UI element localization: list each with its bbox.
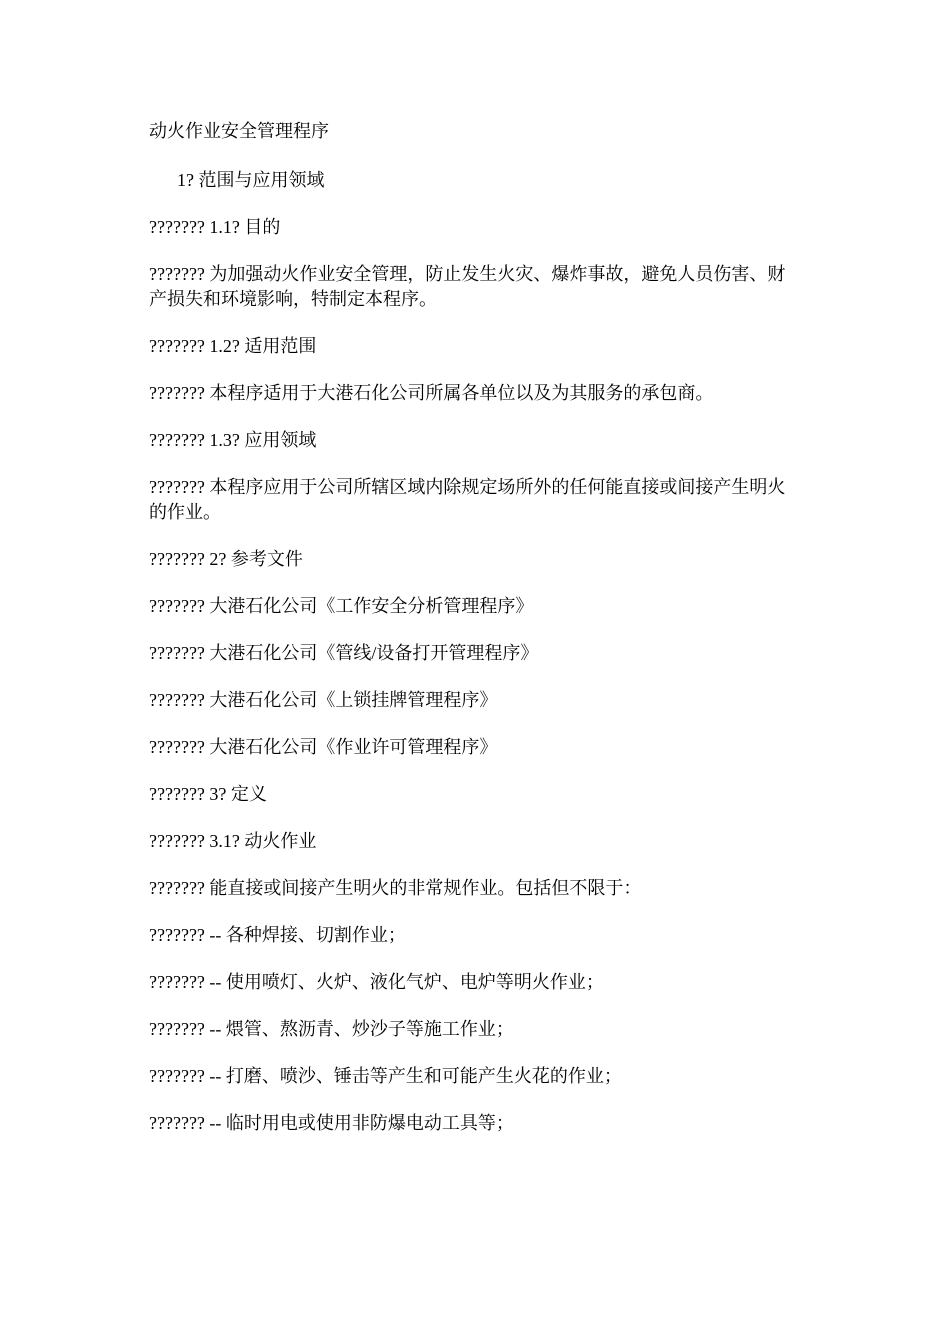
subheading-hot-work: ??????? 3.1? 动火作业 xyxy=(149,831,317,851)
document-title: 动火作业安全管理程序 xyxy=(149,121,329,141)
reference-item: ??????? 大港石化公司《管线/设备打开管理程序》 xyxy=(149,643,539,663)
paragraph-hot-work-definition: ??????? 能直接或间接产生明火的非常规作业。包括但不限于： xyxy=(149,878,642,898)
paragraph-application-field: ??????? 本程序应用于公司所辖区域内除规定场所外的任何能直接或间接产生明火的作业。 xyxy=(149,477,786,522)
reference-item: ??????? 大港石化公司《工作安全分析管理程序》 xyxy=(149,596,534,616)
section-heading-scope: 1? 范围与应用领域 xyxy=(177,170,325,190)
reference-item: ??????? 大港石化公司《上锁挂牌管理程序》 xyxy=(149,690,498,710)
reference-item: ??????? 大港石化公司《作业许可管理程序》 xyxy=(149,737,498,757)
list-item: ??????? -- 各种焊接、切割作业； xyxy=(149,925,406,945)
list-item: ??????? -- 临时用电或使用非防爆电动工具等； xyxy=(149,1113,514,1133)
subheading-application-field: ??????? 1.3? 应用领域 xyxy=(149,430,317,450)
list-item: ??????? -- 打磨、喷沙、锤击等产生和可能产生火花的作业； xyxy=(149,1066,622,1086)
subheading-applicability: ??????? 1.2? 适用范围 xyxy=(149,336,317,356)
document-body xyxy=(149,119,794,1158)
section-heading-definitions: ??????? 3? 定义 xyxy=(149,784,267,804)
paragraph-applicability: ??????? 本程序适用于大港石化公司所属各单位以及为其服务的承包商。 xyxy=(149,383,714,403)
list-item: ??????? -- 煨管、熬沥青、炒沙子等施工作业； xyxy=(149,1019,514,1039)
subheading-purpose: ??????? 1.1? 目的 xyxy=(149,217,281,237)
list-item: ??????? -- 使用喷灯、火炉、液化气炉、电炉等明火作业； xyxy=(149,972,604,992)
section-heading-references: ??????? 2? 参考文件 xyxy=(149,549,303,569)
paragraph-purpose: ??????? 为加强动火作业安全管理，防止发生火灾、爆炸事故，避免人员伤害、财产损失和环境影响，特制定本程序。 xyxy=(149,264,786,309)
